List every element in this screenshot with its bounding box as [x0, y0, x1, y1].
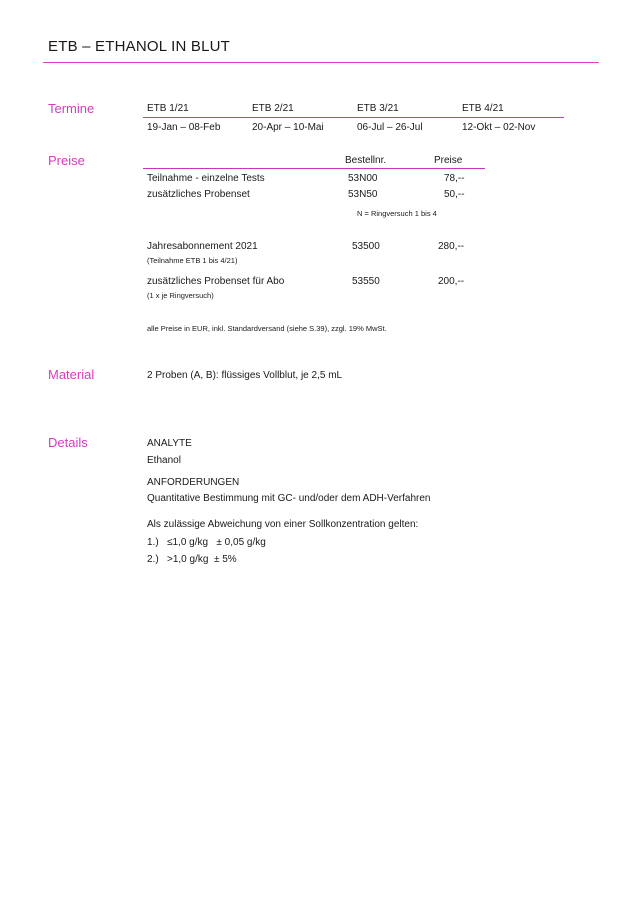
page-title: ETB – ETHANOL IN BLUT: [48, 38, 231, 55]
deviation-rule-2: 2.) >1,0 g/kg ± 5%: [147, 554, 237, 565]
section-label-termine: Termine: [48, 101, 95, 116]
price-abo-sub: (Teilnahme ETB 1 bis 4/21): [147, 256, 238, 265]
price-abo-set-sub: (1 x je Ringversuch): [147, 291, 214, 300]
price-row-nr: 53N00: [348, 173, 378, 184]
preise-divider: [143, 168, 485, 169]
termin-dates: 12-Okt – 02-Nov: [462, 122, 536, 133]
requirements-heading: ANFORDERUNGEN: [147, 477, 240, 488]
price-footnote: alle Preise in EUR, inkl. Standardversand (siehe S.39), zzgl. 19% MwSt.: [147, 324, 387, 333]
price-abo-set-label: zusätzliches Probenset für Abo: [147, 276, 285, 287]
section-label-details: Details: [48, 435, 88, 450]
price-row-label: zusätzliches Probenset: [147, 189, 250, 200]
analyte-heading: ANALYTE: [147, 438, 192, 449]
analyte-value: Ethanol: [147, 455, 181, 466]
section-label-material: Material: [48, 367, 95, 382]
deviation-rule-1: 1.) ≤1,0 g/kg ± 0,05 g/kg: [147, 537, 266, 548]
price-row-nr: 53N50: [348, 189, 378, 200]
requirements-text: Quantitative Bestimmung mit GC- und/oder dem ADH-Verfahren: [147, 493, 431, 504]
termin-name: ETB 4/21: [462, 103, 504, 114]
price-abo-label: Jahresabonnement 2021: [147, 241, 258, 252]
termin-dates: 20-Apr – 10-Mai: [252, 122, 324, 133]
termin-name: ETB 3/21: [357, 103, 399, 114]
termin-name: ETB 1/21: [147, 103, 189, 114]
price-row-label: Teilnahme - einzelne Tests: [147, 173, 265, 184]
title-divider: [43, 62, 599, 63]
termin-dates: 19-Jan – 08-Feb: [147, 122, 221, 133]
price-abo-nr: 53500: [352, 241, 380, 252]
price-row-price: 78,--: [444, 173, 465, 184]
price-abo-set-price: 200,--: [438, 276, 465, 287]
price-note-n: N = Ringversuch 1 bis 4: [357, 209, 437, 218]
deviation-intro: Als zulässige Abweichung von einer Sollkonzentration gelten:: [147, 519, 419, 530]
column-header-preis: Preise: [434, 155, 463, 166]
price-abo-set-nr: 53550: [352, 276, 380, 287]
termin-name: ETB 2/21: [252, 103, 294, 114]
column-header-bestellnr: Bestellnr.: [345, 155, 387, 166]
price-abo-price: 280,--: [438, 241, 465, 252]
termine-divider: [143, 117, 564, 118]
price-row-price: 50,--: [444, 189, 465, 200]
section-label-preise: Preise: [48, 153, 85, 168]
termin-dates: 06-Jul – 26-Jul: [357, 122, 423, 133]
material-text: 2 Proben (A, B): flüssiges Vollblut, je 2,5 mL: [147, 370, 343, 381]
